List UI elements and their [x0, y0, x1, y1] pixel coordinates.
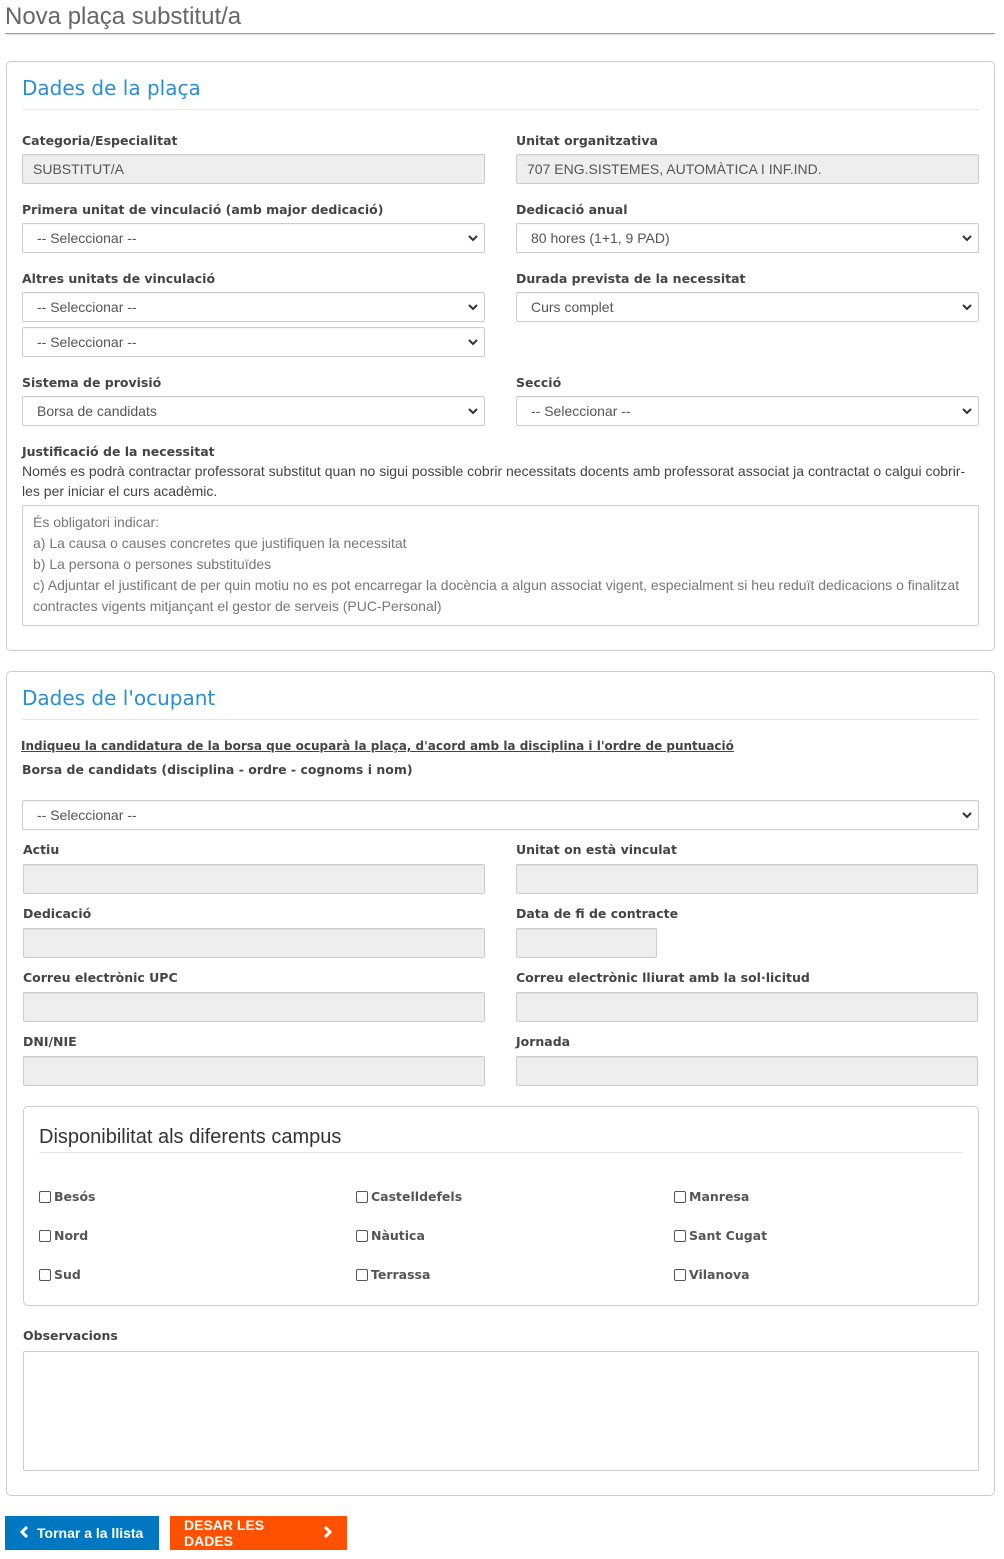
label-correu-upc: Correu electrònic UPC [23, 970, 178, 985]
divider [39, 1152, 963, 1153]
label-primera-unitat: Primera unitat de vinculació (amb major dedicació) [22, 202, 384, 217]
campus-heading: Disponibilitat als diferents campus [39, 1126, 342, 1148]
label-sistema: Sistema de provisió [22, 375, 162, 390]
chevron-down-icon [962, 397, 972, 425]
select-value: Borsa de candidats [37, 403, 157, 419]
divider [22, 109, 979, 110]
checkbox-icon[interactable] [674, 1230, 686, 1242]
placeholder-line: És obligatori indicar: [33, 514, 160, 530]
sistema-select[interactable] [22, 396, 485, 426]
checkbox-label: Sant Cugat [689, 1228, 768, 1243]
label-altres-unitats: Altres unitats de vinculació [22, 271, 216, 286]
campus-checkbox-terrassa[interactable] [356, 1267, 430, 1282]
label-dni: DNI/NIE [23, 1034, 77, 1049]
checkbox-label: Nord [54, 1228, 89, 1243]
select-value: -- Seleccionar -- [37, 334, 137, 350]
checkbox-icon[interactable] [39, 1191, 51, 1203]
correu-lliurat-field [516, 992, 978, 1022]
seccio-select[interactable] [516, 396, 979, 426]
campus-checkbox-besos[interactable] [39, 1189, 95, 1204]
back-to-list-button[interactable] [5, 1516, 159, 1550]
checkbox-icon[interactable] [674, 1191, 686, 1203]
primera-unitat-select[interactable] [22, 223, 485, 253]
campus-checkbox-sud[interactable] [39, 1267, 81, 1282]
label-seccio: Secció [516, 375, 562, 390]
campus-checkbox-manresa[interactable] [674, 1189, 749, 1204]
chevron-down-icon [468, 397, 478, 425]
placeholder-line: b) La persona o persones substituïdes [33, 556, 272, 572]
campus-checkbox-nord[interactable] [39, 1228, 88, 1243]
dedicacio-field [23, 928, 485, 958]
chevron-down-icon [962, 801, 972, 829]
categoria-field: SUBSTITUT/A [22, 154, 485, 184]
divider [22, 719, 979, 720]
checkbox-label: Besós [54, 1189, 96, 1204]
checkbox-icon[interactable] [39, 1230, 51, 1242]
select-value: 80 hores (1+1, 9 PAD) [531, 230, 670, 246]
campus-checkbox-vilanova[interactable] [674, 1267, 750, 1282]
checkbox-icon[interactable] [39, 1269, 51, 1281]
checkbox-label: Nàutica [371, 1228, 425, 1243]
altres-unitats-select-1[interactable] [22, 292, 485, 322]
campus-checkbox-nautica[interactable] [356, 1228, 425, 1243]
checkbox-icon[interactable] [356, 1191, 368, 1203]
durada-select[interactable] [516, 292, 979, 322]
label-unitat-vinculat: Unitat on està vinculat [516, 842, 677, 857]
dni-field [23, 1056, 485, 1086]
checkbox-icon[interactable] [356, 1230, 368, 1242]
dedicacio-anual-select[interactable] [516, 223, 979, 253]
chevron-right-icon [323, 1525, 333, 1541]
borsa-instruction: Indiqueu la candidatura de la borsa que ocuparà la plaça, d'acord amb la disciplina i l'ordre de puntuació [21, 739, 734, 753]
chevron-down-icon [962, 293, 972, 321]
label-data-fi: Data de fi de contracte [516, 906, 679, 921]
back-label: Tornar a la llista [37, 1525, 144, 1541]
placeholder-line: c) Adjuntar el justificant de per quin motiu no es pot encarregar la docència a algun associat vigent, especialment si heu reduït dedicacions o finalitzat contractes vigents mitjançant el gestor de serveis (PUC-Personal) [33, 577, 960, 614]
checkbox-icon[interactable] [674, 1269, 686, 1281]
label-correu-lliurat: Correu electrònic lliurat amb la sol·licitud [516, 970, 810, 985]
select-value: -- Seleccionar -- [37, 807, 137, 823]
campus-checkbox-castelldefels[interactable] [356, 1189, 462, 1204]
borsa-candidats-select[interactable] [22, 800, 979, 830]
actiu-field [23, 864, 485, 894]
observacions-textarea[interactable] [23, 1351, 979, 1471]
label-justificacio: Justificació de la necessitat [22, 444, 215, 459]
label-dedicacio: Dedicació [23, 906, 92, 921]
chevron-down-icon [468, 224, 478, 252]
panel-dades-placa [6, 61, 995, 651]
panel-dades-ocupant [6, 671, 995, 1496]
altres-unitats-select-2[interactable] [22, 327, 485, 357]
data-fi-field [516, 928, 657, 958]
placeholder-line: a) La causa o causes concretes que justifiquen la necessitat [33, 535, 407, 551]
checkbox-label: Castelldefels [371, 1189, 463, 1204]
chevron-down-icon [962, 224, 972, 252]
select-value: Curs complet [531, 299, 614, 315]
unitat-org-field: 707 ENG.SISTEMES, AUTOMÀTICA I INF.IND. [516, 154, 979, 184]
checkbox-label: Manresa [689, 1189, 750, 1204]
section-heading-placa: Dades de la plaça [22, 76, 201, 100]
correu-upc-field [23, 992, 485, 1022]
save-label: DESAR LES DADES [184, 1517, 265, 1549]
save-button[interactable] [170, 1516, 347, 1550]
label-jornada: Jornada [516, 1034, 571, 1049]
select-value: -- Seleccionar -- [37, 230, 137, 246]
checkbox-icon[interactable] [356, 1269, 368, 1281]
section-heading-ocupant: Dades de l'ocupant [22, 686, 216, 710]
jornada-field [516, 1056, 978, 1086]
label-categoria: Categoria/Especialitat [22, 133, 178, 148]
chevron-down-icon [468, 293, 478, 321]
campus-checkbox-sant-cugat[interactable] [674, 1228, 767, 1243]
checkbox-label: Sud [54, 1267, 81, 1282]
label-dedicacio-anual: Dedicació anual [516, 202, 628, 217]
justificacio-textarea[interactable] [22, 505, 979, 626]
label-durada: Durada prevista de la necessitat [516, 271, 746, 286]
label-observacions: Observacions [23, 1328, 118, 1343]
campus-panel [23, 1106, 979, 1306]
select-value: -- Seleccionar -- [531, 403, 631, 419]
checkbox-label: Terrassa [371, 1267, 431, 1282]
label-unitat-org: Unitat organitzativa [516, 133, 658, 148]
page-title: Nova plaça substitut/a [5, 4, 995, 34]
checkbox-label: Vilanova [689, 1267, 750, 1282]
chevron-down-icon [468, 328, 478, 356]
unitat-vinculat-field [516, 864, 978, 894]
justificacio-help: Només es podrà contractar professorat substitut quan no sigui possible cobrir necessitats docents amb professorat associat ja contractat o calgui cobrir-les per iniciar el curs acadèmic. [22, 463, 966, 499]
chevron-left-icon [19, 1525, 29, 1541]
label-actiu: Actiu [23, 842, 60, 857]
label-borsa: Borsa de candidats (disciplina - ordre - cognoms i nom) [22, 762, 413, 777]
select-value: -- Seleccionar -- [37, 299, 137, 315]
